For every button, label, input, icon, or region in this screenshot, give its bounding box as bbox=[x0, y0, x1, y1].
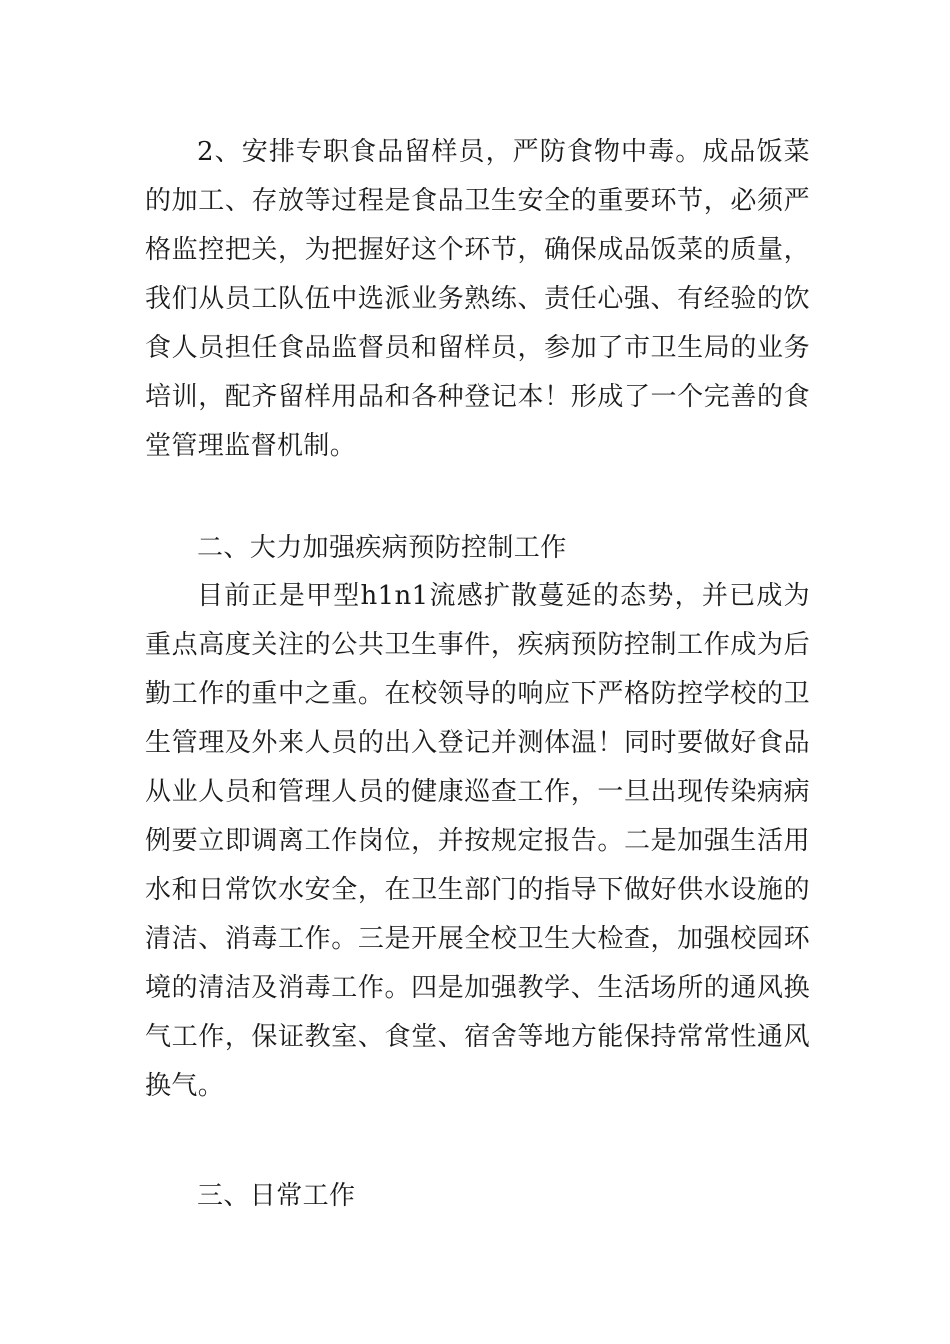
paragraph-food-sample-keeper: 2、安排专职食品留样员，严防食物中毒。成品饭菜的加工、存放等过程是食品卫生安全的重要环节，必须严格监控把关，为把握好这个环节，确保成品饭菜的质量，我们从员工队伍中选派业务熟练、责任心强、有经验的饮食人员担任食品监督员和留样员，参加了市卫生局的业务培训，配齐留样用品和各种登记本！形成了一个完善的食堂管理监督机制。 bbox=[145, 137, 810, 461]
section-heading-daily-work: 三、日常工作 bbox=[197, 1181, 356, 1211]
paragraph-disease-prevention: 目前正是甲型h1n1流感扩散蔓延的态势，并已成为重点高度关注的公共卫生事件，疾病预防控制工作成为后勤工作的重中之重。在校领导的响应下严格防控学校的卫生管理及外来人员的出入登记并测体温！同时要做好食品从业人员和管理人员的健康巡查工作，一旦出现传染病病例要立即调离工作岗位，并按规定报告。二是加强生活用水和日常饮水安全，在卫生部门的指导下做好供水设施的清洁、消毒工作。三是开展全校卫生大检查，加强校园环境的清洁及消毒工作。四是加强教学、生活场所的通风换气工作，保证教室、食堂、宿舍等地方能保持常常性通风换气。 bbox=[145, 581, 810, 1101]
section-heading-disease-prevention: 二、大力加强疾病预防控制工作 bbox=[197, 533, 567, 563]
